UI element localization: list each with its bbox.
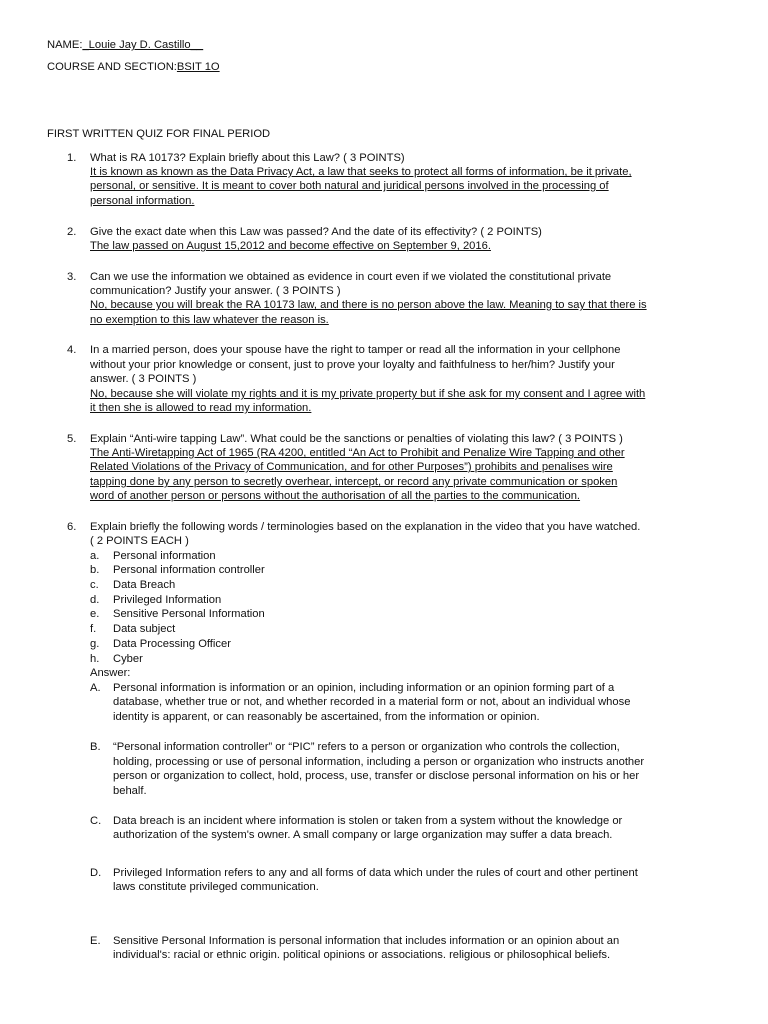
answer-e-line: individual's: racial or ethnic origin. political opinions or associations. religious or philosophical beliefs. <box>113 949 611 961</box>
term-letter: e. <box>90 608 100 620</box>
term-letter: d. <box>90 594 100 606</box>
q2-question: Give the exact date when this Law was passed? And the date of its effectivity? ( 2 POINTS) <box>90 226 542 238</box>
q3-question-line: communication? Justify your answer. ( 3 POINTS ) <box>90 285 341 297</box>
q4-question-line: without your prior knowledge or consent, just to prove your loyalty and faithfulness to her/him? Justify your <box>90 359 615 371</box>
course-label: COURSE AND SECTION: <box>47 61 177 73</box>
course-value: BSIT 1O <box>176 61 220 73</box>
q1-answer-line: personal information. <box>90 195 195 207</box>
course-line <box>47 60 220 74</box>
name-label: NAME: <box>47 39 83 51</box>
answer-e-line: Sensitive Personal Information is personal information that includes information or an opinion about an <box>113 935 620 947</box>
q1-answer-line: personal, or sensitive. It is meant to cover both natural and juridical persons involved in the processing of <box>90 180 609 192</box>
answer-d-line: laws constitute privileged communication. <box>113 881 319 893</box>
answer-b-line: “Personal information controller” or “PIC” refers to a person or organization who controls the collection, <box>113 741 620 753</box>
q5-number: 5. <box>67 433 77 445</box>
term-letter: g. <box>90 638 100 650</box>
answer-b-line: holding, processing or use of personal information, including a person or organization who instructs another <box>113 756 645 768</box>
term-letter: a. <box>90 550 100 562</box>
q4-answer-line: No, because she will violate my rights and it is my private property but if she ask for my consent and I agree with <box>90 388 646 400</box>
term-text: Data Breach <box>113 579 176 591</box>
q6-number: 6. <box>67 521 77 533</box>
q1-number: 1. <box>67 152 77 164</box>
answer-letter: C. <box>90 815 102 827</box>
q1-question: What is RA 10173? Explain briefly about this Law? ( 3 POINTS) <box>90 152 405 164</box>
q5-answer-line: The Anti-Wiretapping Act of 1965 (RA 4200, entitled “An Act to Prohibit and Penalize Wire Tapping and other <box>90 447 625 459</box>
answer-label: Answer: <box>90 667 131 679</box>
q4-answer-line: it then she is allowed to read my information. <box>90 402 312 414</box>
answer-a-line: Personal information is information or an opinion, including information or an opinion forming part of a <box>113 682 615 694</box>
q2-answer-line: The law passed on August 15,2012 and become effective on September 9, 2016. <box>90 240 491 252</box>
answer-letter: A. <box>90 682 101 694</box>
term-text: Cyber <box>113 653 143 665</box>
q2-number: 2. <box>67 226 77 238</box>
q3-answer-line: no exemption to this law whatever the reason is. <box>90 314 329 326</box>
name-value: _Louie Jay D. Castillo__ <box>82 39 204 51</box>
term-text: Data subject <box>113 623 176 635</box>
quiz-title: FIRST WRITTEN QUIZ FOR FINAL PERIOD <box>47 128 271 140</box>
q5-question: Explain “Anti-wire tapping Law”. What could be the sanctions or penalties of violating this law? ( 3 POINTS ) <box>90 433 623 445</box>
term-text: Privileged Information <box>113 594 222 606</box>
answer-c-line: Data breach is an incident where information is stolen or taken from a system without the knowledge or <box>113 815 623 827</box>
term-text: Data Processing Officer <box>113 638 231 650</box>
term-text: Sensitive Personal Information <box>113 608 265 620</box>
q5-answer-line: tapping done by any person to secretly overhear, intercept, or record any private communication or spoken <box>90 476 618 488</box>
answer-b-line: person or organization to collect, hold, process, use, transfer or disclose personal information on his or her <box>113 770 640 782</box>
q3-answer-line: No, because you will break the RA 10173 law, and there is no person above the law. Meaning to say that there is <box>90 299 647 311</box>
term-letter: b. <box>90 564 100 576</box>
answer-letter: B. <box>90 741 101 753</box>
answer-letter: D. <box>90 867 102 879</box>
term-text: Personal information <box>113 550 216 562</box>
name-line <box>47 38 203 52</box>
answer-a-line: identity is apparent, or can reasonably be ascertained, from the information or opinion. <box>113 711 540 723</box>
q5-answer-line: word of another person or persons without the authorisation of all the parties to the communication. <box>90 490 581 502</box>
term-letter: h. <box>90 653 100 665</box>
term-letter: f. <box>90 623 97 635</box>
q5-answer-line: Related Violations of the Privacy of Communication, and for other Purposes”) prohibits and penalises wire <box>90 461 613 473</box>
q3-number: 3. <box>67 271 77 283</box>
q4-question-line: In a married person, does your spouse have the right to tamper or read all the information in your cellphone <box>90 344 621 356</box>
q1-answer-line: It is known as known as the Data Privacy Act, a law that seeks to protect all forms of information, be it private, <box>90 166 632 178</box>
q6-question-line: ( 2 POINTS EACH ) <box>90 535 189 547</box>
answer-b-line: behalf. <box>113 785 147 797</box>
q4-number: 4. <box>67 344 77 356</box>
term-text: Personal information controller <box>113 564 265 576</box>
answer-letter: E. <box>90 935 101 947</box>
q6-question-line: Explain briefly the following words / terminologies based on the explanation in the video that you have watched. <box>90 521 641 533</box>
answer-d-line: Privileged Information refers to any and all forms of data which under the rules of court and other pertinent <box>113 867 638 879</box>
q4-question-line: answer. ( 3 POINTS ) <box>90 373 197 385</box>
q3-question-line: Can we use the information we obtained as evidence in court even if we violated the constitutional private <box>90 271 612 283</box>
answer-a-line: database, whether true or not, and whether recorded in a material form or not, about an individual whose <box>113 696 631 708</box>
term-letter: c. <box>90 579 99 591</box>
answer-c-line: authorization of the system's owner. A small company or large organization may suffer a data breach. <box>113 829 613 841</box>
